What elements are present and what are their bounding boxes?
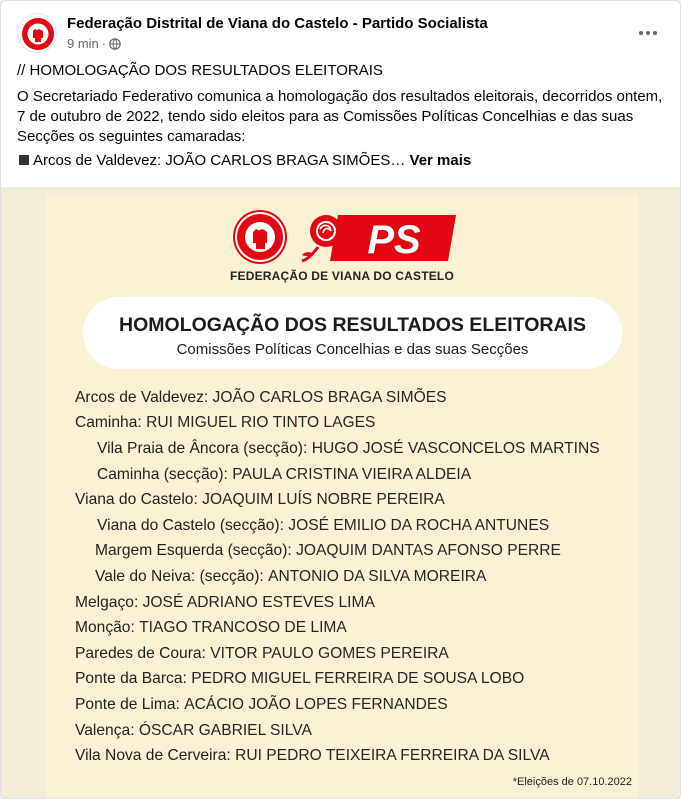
result-location: Viana do Castelo: bbox=[75, 491, 198, 509]
federation-label: FEDERAÇÃO DE VIANA DO CASTELO bbox=[229, 269, 455, 283]
result-row bbox=[75, 564, 630, 590]
result-location: Monção: bbox=[75, 619, 135, 637]
result-name: HUGO JOSÉ VASCONCELOS MARTINS bbox=[311, 439, 600, 457]
result-row bbox=[75, 487, 630, 513]
result-name: JOAQUIM LUÍS NOBRE PEREIRA bbox=[202, 491, 445, 509]
result-name: TIAGO TRANCOSO DE LIMA bbox=[139, 619, 347, 637]
result-row bbox=[75, 692, 630, 718]
result-location: Vila Nova de Cerveira: bbox=[75, 747, 231, 765]
result-name: RUI MIGUEL RIO TINTO LAGES bbox=[146, 414, 376, 432]
result-row bbox=[75, 411, 630, 437]
preview-text: Arcos de Valdevez: JOÃO CARLOS BRAGA SIMÕES… bbox=[33, 152, 406, 169]
globe-icon[interactable] bbox=[109, 38, 121, 50]
result-location: Caminha: bbox=[75, 414, 142, 432]
result-name: JOSÉ ADRIANO ESTEVES LIMA bbox=[142, 593, 375, 611]
result-location: Ponte da Barca: bbox=[75, 670, 187, 688]
result-row bbox=[75, 513, 630, 539]
ps-logo-text: PS bbox=[367, 218, 421, 262]
post-headline: // HOMOLOGAÇÃO DOS RESULTADOS ELEITORAIS bbox=[17, 62, 383, 79]
result-name: ACÁCIO JOÃO LOPES FERNANDES bbox=[184, 695, 448, 713]
result-location: Vila Praia de Âncora (secção): bbox=[97, 439, 308, 457]
result-name: JOAQUIM DANTAS AFONSO PERRE bbox=[296, 542, 561, 560]
page-name[interactable]: Federação Distrital de Viana do Castelo - Partido Socialista bbox=[67, 15, 488, 32]
result-row bbox=[75, 385, 630, 411]
result-row bbox=[75, 641, 630, 667]
poster-title-box bbox=[83, 297, 622, 369]
result-location: Ponte de Lima: bbox=[75, 695, 180, 713]
post-time[interactable]: 9 min bbox=[67, 36, 99, 51]
more-options-button[interactable] bbox=[630, 15, 666, 51]
result-name: PEDRO MIGUEL FERREIRA DE SOUSA LOBO bbox=[191, 670, 525, 688]
result-row bbox=[75, 590, 630, 616]
result-name: ÓSCAR GABRIEL SILVA bbox=[138, 721, 312, 739]
post-meta bbox=[67, 36, 121, 51]
poster-footnote: *Eleições de 07.10.2022 bbox=[512, 776, 632, 788]
result-name: JOSÉ EMILIO DA ROCHA ANTUNES bbox=[288, 516, 550, 534]
square-bullet-icon bbox=[19, 155, 29, 165]
result-row bbox=[75, 667, 630, 693]
result-row bbox=[75, 718, 630, 744]
page-avatar[interactable] bbox=[17, 13, 57, 53]
result-location: Viana do Castelo (secção): bbox=[97, 516, 284, 534]
result-name: RUI PEDRO TEIXEIRA FERREIRA DA SILVA bbox=[235, 747, 550, 765]
poster-logos bbox=[46, 209, 638, 289]
ps-circle-logo-icon bbox=[232, 209, 288, 265]
result-location: Margem Esquerda (secção): bbox=[95, 542, 292, 560]
result-location: Caminha (secção): bbox=[97, 465, 228, 483]
result-name: ANTONIO DA SILVA MOREIRA bbox=[268, 567, 487, 585]
more-horizontal-icon bbox=[638, 30, 658, 36]
result-location: Melgaço: bbox=[75, 593, 139, 611]
result-name: PAULA CRISTINA VIEIRA ALDEIA bbox=[232, 465, 472, 483]
result-row bbox=[75, 462, 630, 488]
meta-separator: · bbox=[101, 36, 107, 51]
see-more-link[interactable]: Ver mais bbox=[409, 152, 472, 169]
result-name: JOÃO CARLOS BRAGA SIMÕES bbox=[212, 388, 447, 406]
result-location: Vale do Neiva: (secção): bbox=[95, 567, 264, 585]
post-image[interactable] bbox=[1, 187, 681, 799]
poster-subtitle: Comissões Políticas Concelhias e das suas Secções bbox=[176, 341, 529, 358]
post-body-text bbox=[17, 61, 666, 175]
post-header bbox=[17, 11, 666, 55]
result-row bbox=[75, 436, 630, 462]
result-row bbox=[75, 615, 630, 641]
results-list bbox=[75, 385, 630, 769]
results-poster bbox=[46, 195, 638, 798]
result-name: VITOR PAULO GOMES PEREIRA bbox=[210, 644, 449, 662]
poster-title: HOMOLOGAÇÃO DOS RESULTADOS ELEITORAIS bbox=[119, 314, 586, 336]
result-row bbox=[75, 743, 630, 769]
result-location: Arcos de Valdevez: bbox=[75, 388, 209, 406]
result-row bbox=[75, 539, 630, 565]
post-preview-line bbox=[17, 151, 666, 171]
ps-fist-logo-icon bbox=[18, 14, 57, 53]
result-location: Valença: bbox=[75, 721, 135, 739]
ps-rose-logo-icon bbox=[298, 211, 458, 265]
post-paragraph: O Secretariado Federativo comunica a homologação dos resultados eleitorais, decorridos ontem, 7 de outubro de 2022, tendo sido eleitos para as Comissões Políticas Concelhias e das suas Secções os seguintes camaradas: bbox=[17, 88, 663, 145]
result-location: Paredes de Coura: bbox=[75, 644, 206, 662]
